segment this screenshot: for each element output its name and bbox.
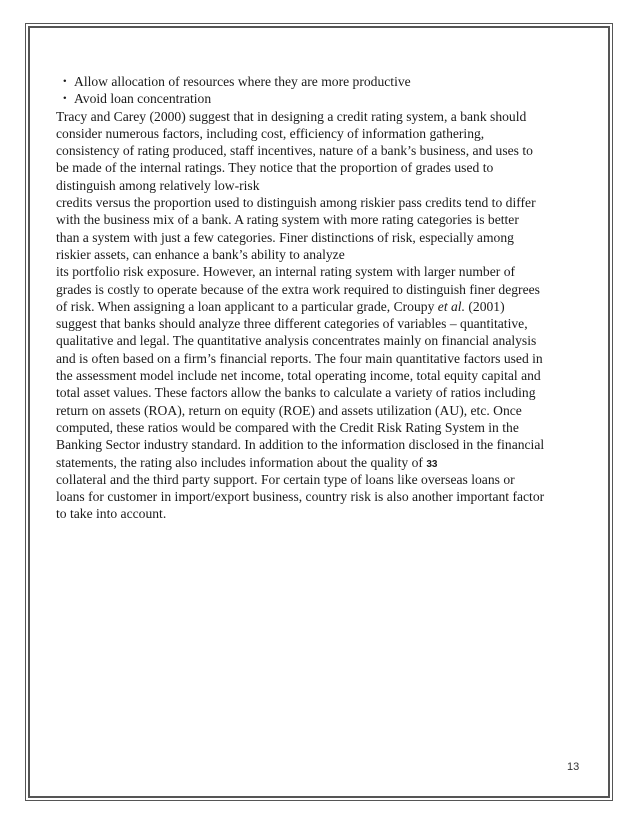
body-line: total asset values. These factors allow the banks to calculate a variety of ratios including bbox=[56, 385, 536, 401]
bullet-item bbox=[56, 90, 586, 107]
body-line: computed, these ratios would be compared with the Credit Risk Rating System in the bbox=[56, 419, 519, 435]
body-line: Banking Sector industry standard. In addition to the information disclosed in the financial bbox=[56, 437, 545, 453]
body-line: be made of the internal ratings. They notice that the proportion of grades used to bbox=[56, 160, 494, 176]
body-line: riskier assets, can enhance a bank’s ability to analyze bbox=[56, 246, 345, 262]
bullet-text: Avoid loan concentration bbox=[74, 91, 212, 107]
bullet-text: Allow allocation of resources where they are more productive bbox=[74, 74, 411, 89]
body-line: loans for customer in import/export business, country risk is also another important factor bbox=[56, 489, 545, 505]
body-line: qualitative and legal. The quantitative analysis concentrates mainly on financial analysis bbox=[56, 333, 537, 349]
document-body bbox=[56, 73, 586, 523]
body-line: and is often based on a firm’s financial reports. The four main quantitative factors used in bbox=[56, 350, 543, 366]
body-line: to take into account. bbox=[56, 506, 167, 522]
bullet-item bbox=[56, 73, 586, 90]
body-line: Tracy and Carey (2000) suggest that in designing a credit rating system, a bank should bbox=[56, 108, 527, 124]
body-line: distinguish among relatively low-risk bbox=[56, 177, 260, 193]
body-line: its portfolio risk exposure. However, an internal rating system with larger number of bbox=[56, 264, 516, 280]
body-line-with-number bbox=[56, 454, 586, 471]
citation-year: (2001) bbox=[464, 298, 505, 314]
body-line-text: statements, the rating also includes information about the quality of bbox=[56, 454, 427, 470]
page-number: 13 bbox=[567, 761, 580, 773]
body-line: consider numerous factors, including cost, efficiency of information gathering, bbox=[56, 125, 485, 141]
body-line: suggest that banks should analyze three different categories of variables – quantitative, bbox=[56, 316, 528, 332]
inline-number: 33 bbox=[426, 458, 438, 470]
body-line: grades is costly to operate because of the extra work required to distinguish finer degrees bbox=[56, 281, 540, 297]
citation-et-al: et al. bbox=[437, 298, 465, 314]
body-line: than a system with just a few categories. Finer distinctions of risk, especially among bbox=[56, 229, 514, 245]
body-line: collateral and the third party support. For certain type of loans like overseas loans or bbox=[56, 471, 515, 487]
body-line: the assessment model include net income, total operating income, total equity capital and bbox=[56, 368, 541, 384]
body-line: with the business mix of a bank. A rating system with more rating categories is better bbox=[56, 212, 519, 228]
body-line: credits versus the proportion used to distinguish among riskier pass credits tend to differ bbox=[56, 195, 536, 211]
bullet-icon: ・ bbox=[58, 74, 72, 89]
bullet-icon: ・ bbox=[58, 91, 72, 107]
body-line: consistency of rating produced, staff incentives, nature of a bank’s business, and uses to bbox=[56, 143, 533, 159]
body-line-text: of risk. When assigning a loan applicant to a particular grade, Croupy bbox=[56, 298, 438, 314]
body-line-citation bbox=[56, 298, 586, 315]
body-line: return on assets (ROA), return on equity (ROE) and assets utilization (AU), etc. Once bbox=[56, 402, 522, 418]
